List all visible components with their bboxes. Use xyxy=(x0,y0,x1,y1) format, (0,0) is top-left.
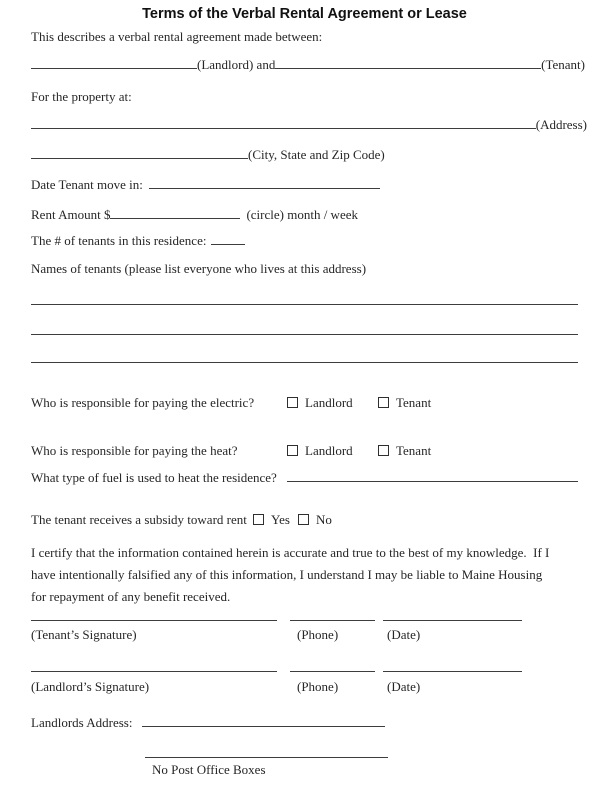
tenant-signature-label: (Tenant’s Signature) xyxy=(31,627,137,642)
landlord-phone-line[interactable] xyxy=(290,671,375,672)
landlord-name-field[interactable] xyxy=(31,55,197,69)
subsidy-no-option xyxy=(298,512,332,528)
heat-row xyxy=(31,443,585,459)
electric-tenant-checkbox[interactable] xyxy=(378,397,389,408)
address-suffix-label: (Address) xyxy=(535,117,587,132)
city-suffix-label: (City, State and Zip Code) xyxy=(248,147,385,162)
tenant-phone-line[interactable] xyxy=(290,620,375,621)
move-in-label: Date Tenant move in: xyxy=(31,177,143,192)
certification-line-3: for repayment of any benefit received. xyxy=(31,589,231,604)
no-po-boxes-note: No Post Office Boxes xyxy=(152,762,266,777)
city-state-zip-field[interactable] xyxy=(31,145,248,159)
rent-label: Rent Amount $ xyxy=(31,207,111,222)
landlord-phone-label: (Phone) xyxy=(297,679,339,694)
names-label: Names of tenants (please list everyone who lives at this address) xyxy=(31,261,367,276)
subsidy-no-checkbox[interactable] xyxy=(298,514,309,525)
city-row xyxy=(31,145,385,163)
heat-landlord-option xyxy=(287,443,353,459)
subsidy-row xyxy=(31,512,585,528)
num-tenants-row xyxy=(31,231,245,249)
property-label: For the property at: xyxy=(31,89,132,104)
landlord-address-label: Landlords Address: xyxy=(31,715,133,730)
rent-row xyxy=(31,205,358,223)
parties-row xyxy=(31,55,585,73)
rent-suffix-label: (circle) month / week xyxy=(246,207,358,222)
electric-tenant-label: Tenant xyxy=(396,395,432,410)
tenant-date-line[interactable] xyxy=(383,620,522,621)
subsidy-yes-option xyxy=(253,512,290,528)
certification-line-2: have intentionally falsified any of this information, I understand I may be liable to Maine Housing xyxy=(31,567,543,582)
fuel-type-field[interactable] xyxy=(287,468,578,482)
landlord-signature-line[interactable] xyxy=(31,671,277,672)
move-in-date-field[interactable] xyxy=(149,175,380,189)
electric-question: Who is responsible for paying the electric? xyxy=(31,395,255,410)
address-row xyxy=(31,115,587,133)
tenant-date-label: (Date) xyxy=(387,627,421,642)
heat-tenant-option xyxy=(378,443,431,459)
tenant-names-line-3[interactable] xyxy=(31,362,578,363)
fuel-question: What type of fuel is used to heat the residence? xyxy=(31,470,277,485)
landlord-date-label: (Date) xyxy=(387,679,421,694)
heat-tenant-checkbox[interactable] xyxy=(378,445,389,456)
tenant-phone-label: (Phone) xyxy=(297,627,339,642)
electric-landlord-checkbox[interactable] xyxy=(287,397,298,408)
landlord-address-row xyxy=(31,713,385,731)
certification-paragraph xyxy=(31,542,587,608)
landlord-address-line-2[interactable] xyxy=(145,757,388,758)
electric-landlord-option xyxy=(287,395,353,411)
subsidy-yes-checkbox[interactable] xyxy=(253,514,264,525)
heat-tenant-label: Tenant xyxy=(396,443,432,458)
heat-landlord-checkbox[interactable] xyxy=(287,445,298,456)
landlord-signature-label: (Landlord’s Signature) xyxy=(31,679,150,694)
landlord-suffix-label: (Landlord) and xyxy=(197,57,276,72)
subsidy-yes-label: Yes xyxy=(271,512,290,527)
intro-text: This describes a verbal rental agreement made between: xyxy=(31,29,323,44)
rent-amount-field[interactable] xyxy=(110,205,240,219)
tenant-names-line-2[interactable] xyxy=(31,334,578,335)
address-field[interactable] xyxy=(31,115,536,129)
electric-tenant-option xyxy=(378,395,431,411)
electric-row xyxy=(31,395,585,411)
tenant-name-field[interactable] xyxy=(275,55,541,69)
subsidy-no-label: No xyxy=(316,512,332,527)
certification-line-1: I certify that the information contained herein is accurate and true to the best of my knowledge. If I xyxy=(31,545,550,560)
num-tenants-label: The # of tenants in this residence: xyxy=(31,233,207,248)
subsidy-question: The tenant receives a subsidy toward rent xyxy=(31,512,247,527)
landlord-date-line[interactable] xyxy=(383,671,522,672)
heat-landlord-label: Landlord xyxy=(305,443,353,458)
page-title: Terms of the Verbal Rental Agreement or Lease xyxy=(142,6,467,22)
electric-landlord-label: Landlord xyxy=(305,395,353,410)
tenant-suffix-label: (Tenant) xyxy=(541,57,585,72)
landlord-address-field[interactable] xyxy=(142,713,385,727)
heat-question: Who is responsible for paying the heat? xyxy=(31,443,238,458)
fuel-row xyxy=(31,468,578,486)
num-tenants-field[interactable] xyxy=(211,231,245,245)
tenant-signature-line[interactable] xyxy=(31,620,277,621)
move-in-row xyxy=(31,175,380,193)
tenant-names-line-1[interactable] xyxy=(31,304,578,305)
